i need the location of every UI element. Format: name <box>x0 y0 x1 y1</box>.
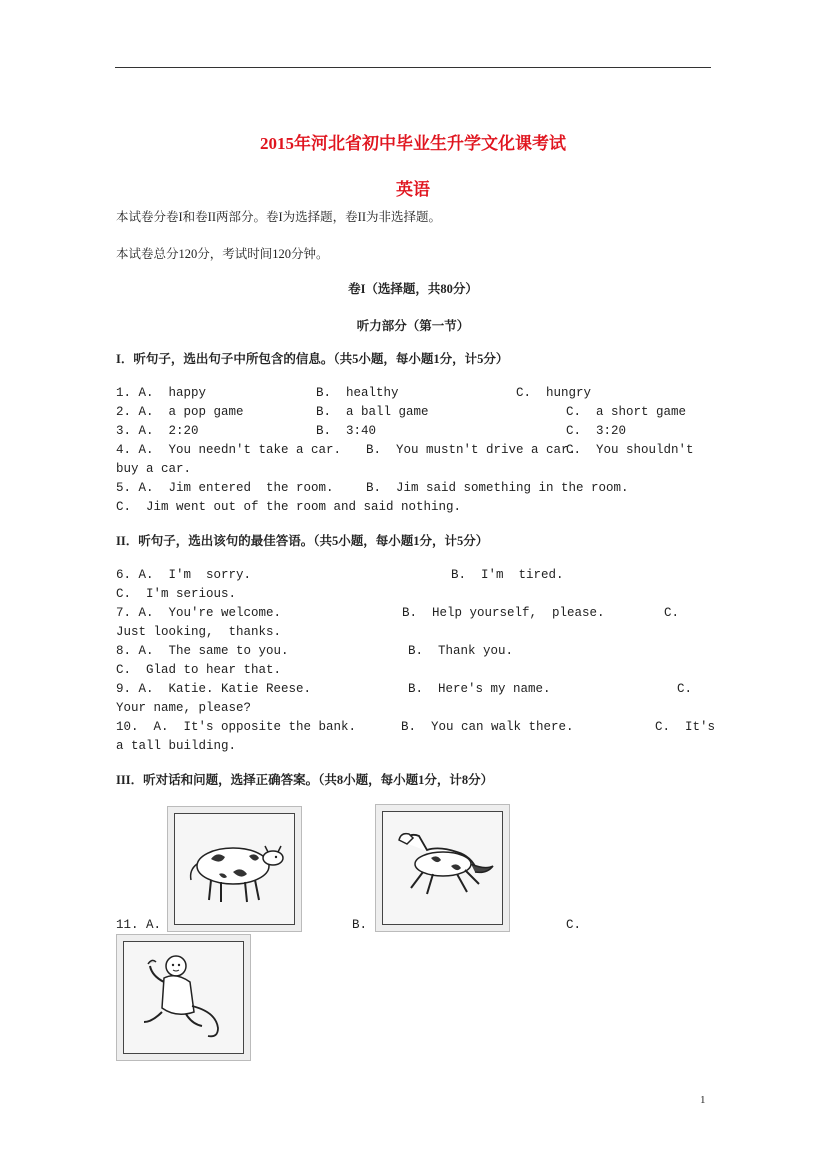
cow-icon <box>175 814 294 924</box>
q1-option-a: 1. A. happy <box>116 386 207 400</box>
section-2-heading: II．听句子，选出该句的最佳答语。（共5小题，每小题1分，计5分） <box>116 534 489 548</box>
q2-option-b: B. a ball game <box>316 405 429 419</box>
q10-option-c: C. It's <box>655 720 716 734</box>
q7-continuation: Just looking, thanks. <box>116 625 282 639</box>
q3-option-a: 3. A. 2:20 <box>116 424 199 438</box>
monkey-picture <box>116 934 251 1061</box>
q4-option-b: B. You mustn't drive a car. <box>366 443 577 457</box>
q11-option-b: B. <box>352 918 368 932</box>
q1-option-b: B. healthy <box>316 386 399 400</box>
section-3-heading: III．听对话和问题，选择正确答案。（共8小题，每小题1分，计8分） <box>116 773 494 787</box>
exam-title: 2015年河北省初中毕业生升学文化课考试 <box>260 134 566 153</box>
cow-picture <box>167 806 302 932</box>
q11-option-c: C. <box>566 918 582 932</box>
q4-option-c: C. You shouldn't <box>566 443 694 457</box>
q9-continuation: Your name, please? <box>116 701 252 715</box>
q7-option-a: 7. A. You're welcome. <box>116 606 282 620</box>
q7-option-b: B. Help yourself, please. <box>402 606 605 620</box>
q3-option-c: C. 3:20 <box>566 424 627 438</box>
q5-option-c: C. Jim went out of the room and said nothing. <box>116 500 462 514</box>
q6-option-c: C. I'm serious. <box>116 587 237 601</box>
q3-option-b: B. 3:40 <box>316 424 377 438</box>
header-rule <box>115 67 711 68</box>
q8-option-c: C. Glad to hear that. <box>116 663 282 677</box>
q10-continuation: a tall building. <box>116 739 237 753</box>
q8-option-a: 8. A. The same to you. <box>116 644 289 658</box>
q8-option-b: B. Thank you. <box>408 644 514 658</box>
q9-option-a: 9. A. Katie. Katie Reese. <box>116 682 312 696</box>
q5-option-a: 5. A. Jim entered the room. <box>116 481 334 495</box>
q2-option-c: C. a short game <box>566 405 687 419</box>
horse-picture <box>375 804 510 932</box>
q4-continuation: buy a car. <box>116 462 192 476</box>
intro-line-2: 本试卷总分120分，考试时间120分钟。 <box>116 247 329 261</box>
q5-option-b: B. Jim said something in the room. <box>366 481 629 495</box>
q10-option-a: 10. A. It's opposite the bank. <box>116 720 357 734</box>
q2-option-a: 2. A. a pop game <box>116 405 244 419</box>
q1-option-c: C. hungry <box>516 386 592 400</box>
volume-title: 卷I（选择题，共80分） <box>348 282 478 296</box>
exam-subject: 英语 <box>396 180 430 199</box>
monkey-icon <box>124 942 243 1053</box>
q6-option-a: 6. A. I'm sorry. <box>116 568 252 582</box>
q9-option-b: B. Here's my name. <box>408 682 551 696</box>
listening-title: 听力部分（第一节） <box>356 319 470 333</box>
horse-icon <box>383 812 502 924</box>
intro-line-1: 本试卷分卷I和卷II两部分。卷I为选择题，卷II为非选择题。 <box>116 210 441 224</box>
section-1-heading: I．听句子，选出句子中所包含的信息。（共5小题，每小题1分，计5分） <box>116 352 509 366</box>
q6-option-b: B. I'm tired. <box>451 568 564 582</box>
q7-option-c: C. <box>664 606 680 620</box>
q10-option-b: B. You can walk there. <box>401 720 574 734</box>
q9-option-c: C. <box>677 682 693 696</box>
page-number: 1 <box>700 1094 706 1106</box>
q4-option-a: 4. A. You needn't take a car. <box>116 443 342 457</box>
q11-option-a: 11. A. <box>116 918 162 932</box>
